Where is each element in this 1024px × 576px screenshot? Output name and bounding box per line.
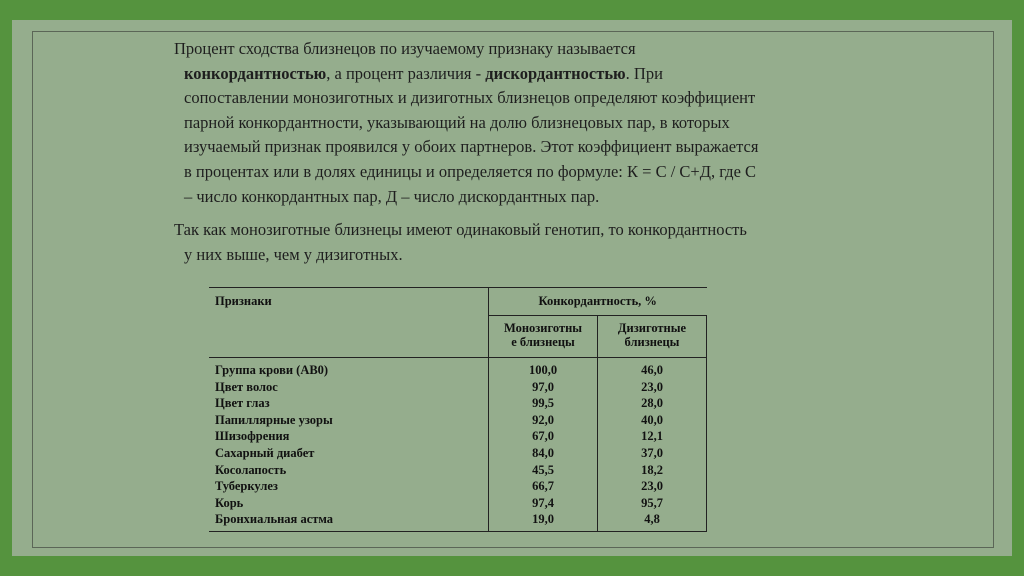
row-monozygotic-value: 66,7 <box>532 479 554 494</box>
row-dizygotic-value: 40,0 <box>641 412 663 427</box>
term-concordance: конкордантностью <box>184 63 327 83</box>
row-dizygotic-value: 18,2 <box>641 462 663 477</box>
header-line: Монозиготны <box>503 321 583 335</box>
row-dizygotic-value: 4,8 <box>644 512 660 527</box>
row-feature: Сахарный диабет <box>215 445 315 460</box>
paragraph-monozygotic-note <box>174 218 864 267</box>
row-feature: Туберкулез <box>215 479 278 494</box>
row-monozygotic-value: 67,0 <box>532 429 554 444</box>
row-dizygotic-value: 46,0 <box>641 363 663 377</box>
row-dizygotic-value: 95,7 <box>641 495 663 510</box>
row-monozygotic-value: 92,0 <box>532 412 554 427</box>
row-feature: Корь <box>215 495 244 510</box>
text-line: сопоставлении монозиготных и дизиготных близнецов определяют коэффициент <box>184 88 756 108</box>
row-dizygotic-value: 28,0 <box>641 396 663 411</box>
row-monozygotic-value: 100,0 <box>528 363 558 377</box>
row-dizygotic-value: 23,0 <box>641 379 663 394</box>
row-feature: Шизофрения <box>215 429 290 444</box>
term-discordance: дискордантностью <box>485 63 626 83</box>
header-line: Дизиготные <box>617 321 687 335</box>
row-feature: Группа крови (АВ0) <box>215 363 329 377</box>
row-feature: Бронхиальная астма <box>215 512 334 527</box>
slide <box>12 20 1012 556</box>
text-line: в процентах или в долях единицы и определяется по формуле: К = С / С+Д, где С <box>184 161 757 181</box>
text-fragment: , а процент различия - <box>326 63 486 83</box>
row-monozygotic-value: 45,5 <box>532 462 554 477</box>
row-monozygotic-value: 99,5 <box>532 396 554 411</box>
row-dizygotic-value: 23,0 <box>641 479 663 494</box>
concordance-table <box>209 287 707 532</box>
row-monozygotic-value: 97,0 <box>532 379 554 394</box>
row-feature: Цвет глаз <box>215 396 270 411</box>
text-line: парной конкордантности, указывающий на долю близнецовых пар, в которых <box>184 112 730 132</box>
text-line: Процент сходства близнецов по изучаемому признаку называется <box>174 39 636 58</box>
row-feature: Папиллярные узоры <box>215 412 333 427</box>
features-column <box>209 358 489 532</box>
text-line <box>174 62 864 87</box>
dizygotic-column <box>598 358 707 532</box>
row-monozygotic-value: 97,4 <box>532 495 554 510</box>
paragraph-concordance-definition <box>174 37 864 209</box>
text-fragment: . При <box>625 63 663 83</box>
text-line: Так как монозиготные близнецы имеют одинаковый генотип, то конкордантность <box>174 220 747 239</box>
monozygotic-column <box>489 358 598 532</box>
row-dizygotic-value: 12,1 <box>641 429 663 444</box>
text-line: – число конкордантных пар, Д – число дискордантных пар. <box>184 186 600 206</box>
row-feature: Косолапость <box>215 462 287 477</box>
header-line: е близнецы <box>511 335 575 349</box>
header-concordance: Конкордантность, % <box>489 288 707 316</box>
header-line: близнецы <box>624 335 680 349</box>
header-monozygotic <box>489 316 598 358</box>
header-feature: Признаки <box>209 288 489 358</box>
row-monozygotic-value: 19,0 <box>532 512 554 527</box>
text-line: у них выше, чем у дизиготных. <box>184 244 403 264</box>
text-line: изучаемый признак проявился у обоих партнеров. Этот коэффициент выражается <box>184 137 759 157</box>
row-monozygotic-value: 84,0 <box>532 445 554 460</box>
row-feature: Цвет волос <box>215 379 278 394</box>
header-dizygotic <box>598 316 707 358</box>
row-dizygotic-value: 37,0 <box>641 445 663 460</box>
